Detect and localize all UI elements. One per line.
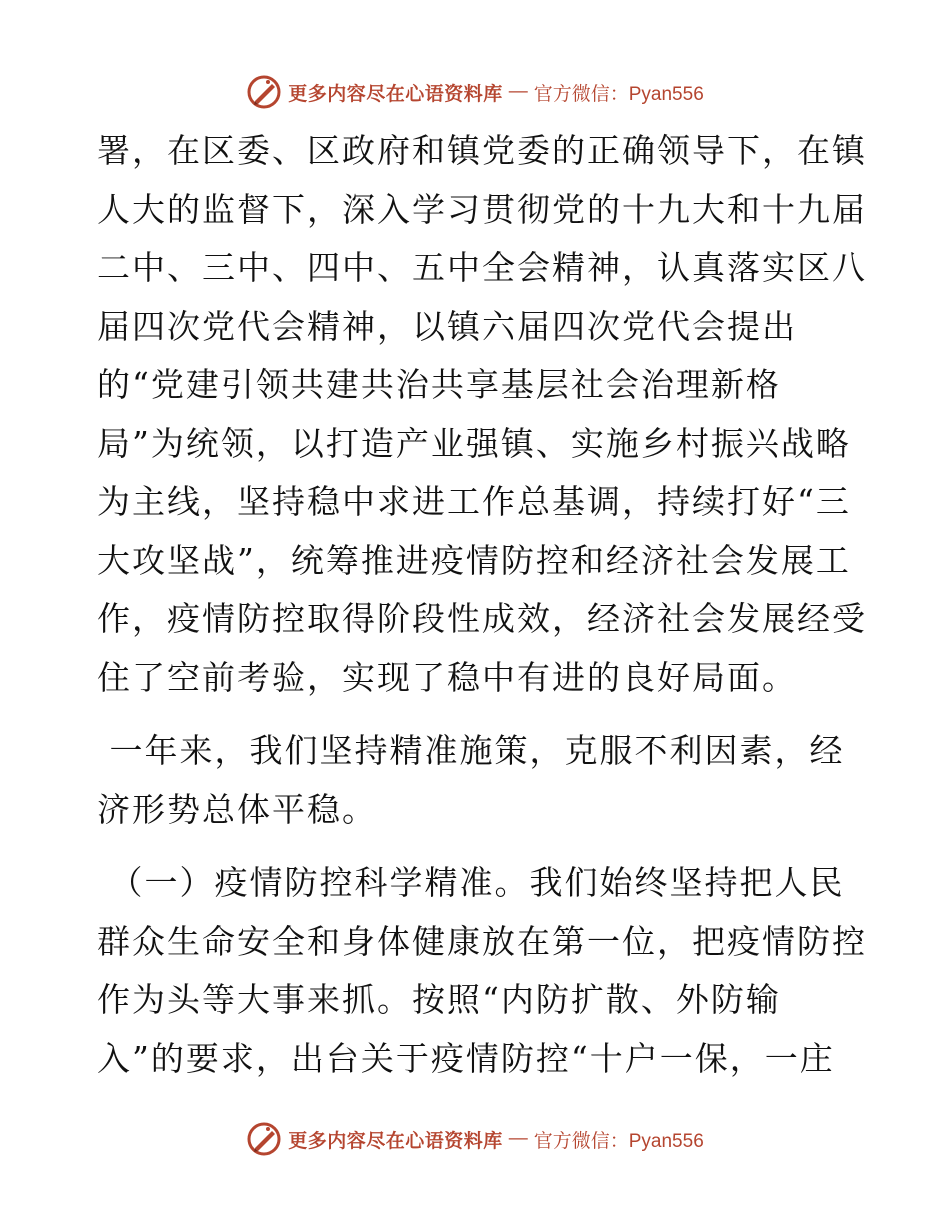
paragraph-2 xyxy=(97,722,857,839)
watermark-banner xyxy=(246,74,704,110)
text-line: 住了空前考验，实现了稳中有进的良好局面。 xyxy=(97,657,797,697)
text-line: 一年来，我们坚持精准施策，克服不利因素，经 xyxy=(97,731,845,770)
paragraph-3 xyxy=(97,854,867,1088)
document-body xyxy=(97,122,867,1088)
watermark-banner xyxy=(246,1121,704,1157)
paragraph-gap xyxy=(97,707,857,722)
watermark-dash: — xyxy=(508,81,528,102)
text-line: 的“党建引领共建共治共享基层社会治理新格 xyxy=(97,365,781,404)
text-line: 二中、三中、四中、五中全会精神，认真落实区八 xyxy=(97,248,867,287)
text-line: 入”的要求，出台关于疫情防控“十户一保，一庄 xyxy=(97,1038,835,1078)
pen-logo-icon xyxy=(246,1121,282,1157)
text-line: 署，在区委、区政府和镇党委的正确领导下，在镇 xyxy=(97,131,867,170)
text-line: 大攻坚战”，统筹推进疫情防控和经济社会发展工 xyxy=(97,540,851,580)
text-line: （一）疫情防控科学精准。我们始终坚持把人民 xyxy=(97,863,845,902)
text-line: 济形势总体平稳。 xyxy=(97,789,377,829)
text-line: 人大的监督下，深入学习贯彻党的十九大和十九届 xyxy=(97,189,867,229)
paragraph-1 xyxy=(97,122,867,707)
footer-watermark xyxy=(0,1117,950,1161)
paragraph-gap xyxy=(97,839,857,854)
watermark-main-text: 更多内容尽在心语资料库 xyxy=(288,1129,503,1152)
watermark-dash: — xyxy=(508,1128,528,1149)
text-line: 群众生命安全和身体健康放在第一位，把疫情防控 xyxy=(97,921,867,961)
header-watermark xyxy=(0,70,950,114)
text-line: 局”为统领，以打造产业强镇、实施乡村振兴战略 xyxy=(97,423,851,463)
pen-logo-icon xyxy=(246,74,282,110)
text-line: 届四次党代会精神，以镇六届四次党代会提出 xyxy=(97,306,797,346)
text-line: 作为头等大事来抓。按照“内防扩散、外防输 xyxy=(97,980,781,1019)
watermark-wechat-text: 官方微信：Pyan556 xyxy=(533,83,704,105)
watermark-main-text: 更多内容尽在心语资料库 xyxy=(288,82,503,105)
watermark-wechat-text: 官方微信：Pyan556 xyxy=(533,1130,704,1152)
text-line: 作，疫情防控取得阶段性成效，经济社会发展经受 xyxy=(97,599,867,638)
text-line: 为主线，坚持稳中求进工作总基调，持续打好“三 xyxy=(97,482,851,521)
